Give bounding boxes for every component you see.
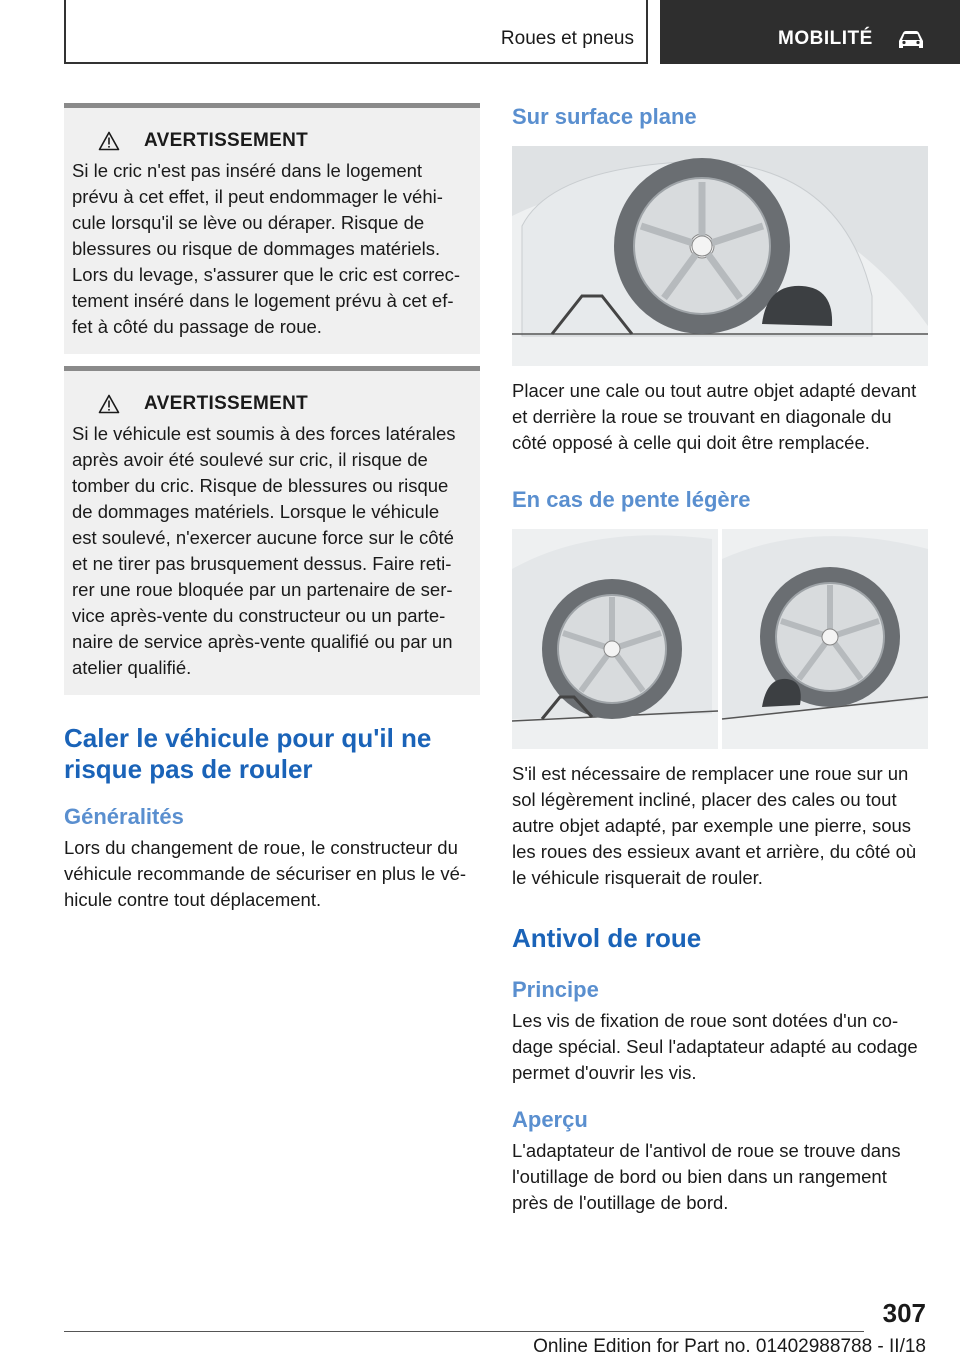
warning-text: Si le cric n'est pas inséré dans le logement prévu à cet effet, il peut endommager le véhi- cule lorsqu'il se lève ou déraper. Risque de blessures ou risque de dommages matériels. Lors du levage, s'assurer que le cric est correc- tement inséré dans le logement prévu à cet ef- fet à côté du passage de roue. <box>72 160 461 337</box>
right-column <box>512 100 928 1216</box>
wheel-flat-illustration <box>512 146 928 366</box>
warning-title: AVERTISSEMENT <box>144 393 309 414</box>
left-column <box>64 103 480 913</box>
header-chapter-box <box>660 0 960 64</box>
section-heading: Caler le véhicule pour qu'il ne risque pas de rouler <box>64 723 432 784</box>
paragraph: S'il est nécessaire de remplacer une roue sur un sol légèrement incliné, placer des cales ou tout autre objet adapté, par exemple une pierre, sous les roues des essieux avant et arrière, du côté où le véhicule risquerait de rouler. <box>512 763 917 888</box>
subsection-heading: Aperçu <box>512 1107 588 1132</box>
subsection-heading: Sur surface plane <box>512 104 697 129</box>
paragraph: Lors du changement de roue, le constructeur du véhicule recommande de sécuriser en plus le vé- hicule contre tout déplacement. <box>64 837 467 910</box>
section-heading: Antivol de roue <box>512 923 702 953</box>
subsection-heading: Généralités <box>64 804 184 829</box>
subsection-heading: Principe <box>512 977 599 1002</box>
warning-header <box>98 130 472 152</box>
wheel-slope-illustration <box>512 529 928 749</box>
warning-triangle-icon <box>98 394 120 414</box>
chapter-title: MOBILITÉ <box>778 28 873 49</box>
car-icon <box>896 28 926 52</box>
footer-edition: Online Edition for Part no. 01402988788 - II/18 <box>533 1336 926 1357</box>
warning-box <box>64 103 480 354</box>
warning-title: AVERTISSEMENT <box>144 130 309 151</box>
paragraph: L'adaptateur de l'antivol de roue se trouve dans l'outillage de bord ou bien dans un rangement près de l'outillage de bord. <box>512 1140 901 1213</box>
warning-text: Si le véhicule est soumis à des forces latérales après avoir été soulevé sur cric, il risque de tomber du cric. Risque de blessures ou risque de dommages matériels. Lorsque le véhicule est soulevé, n'exercer aucune force sur le côté et ne tirer pas brusquement dessus. Faire reti- rer une roue bloquée par un partenaire de ser- vice après-vente du constructeur ou un parte- naire de service après-vente qualifié ou par un atelier qualifié. <box>72 423 456 678</box>
footer-divider <box>64 1331 864 1332</box>
subsection-heading: En cas de pente légère <box>512 487 751 512</box>
warning-triangle-icon <box>98 131 120 151</box>
wheel-chock-slope-image <box>512 529 928 749</box>
wheel-chock-flat-image <box>512 146 928 366</box>
warning-header <box>98 393 472 415</box>
header-section-box <box>64 0 648 64</box>
section-title: Roues et pneus <box>500 28 634 49</box>
paragraph: Placer une cale ou tout autre objet adapté devant et derrière la roue se trouvant en diagonale du côté opposé à celle qui doit être remplacée. <box>512 380 917 453</box>
page-number: 307 <box>882 1298 926 1328</box>
warning-box <box>64 366 480 695</box>
paragraph: Les vis de fixation de roue sont dotées d'un co- dage spécial. Seul l'adaptateur adapté au codage permet d'ouvrir les vis. <box>512 1010 918 1083</box>
